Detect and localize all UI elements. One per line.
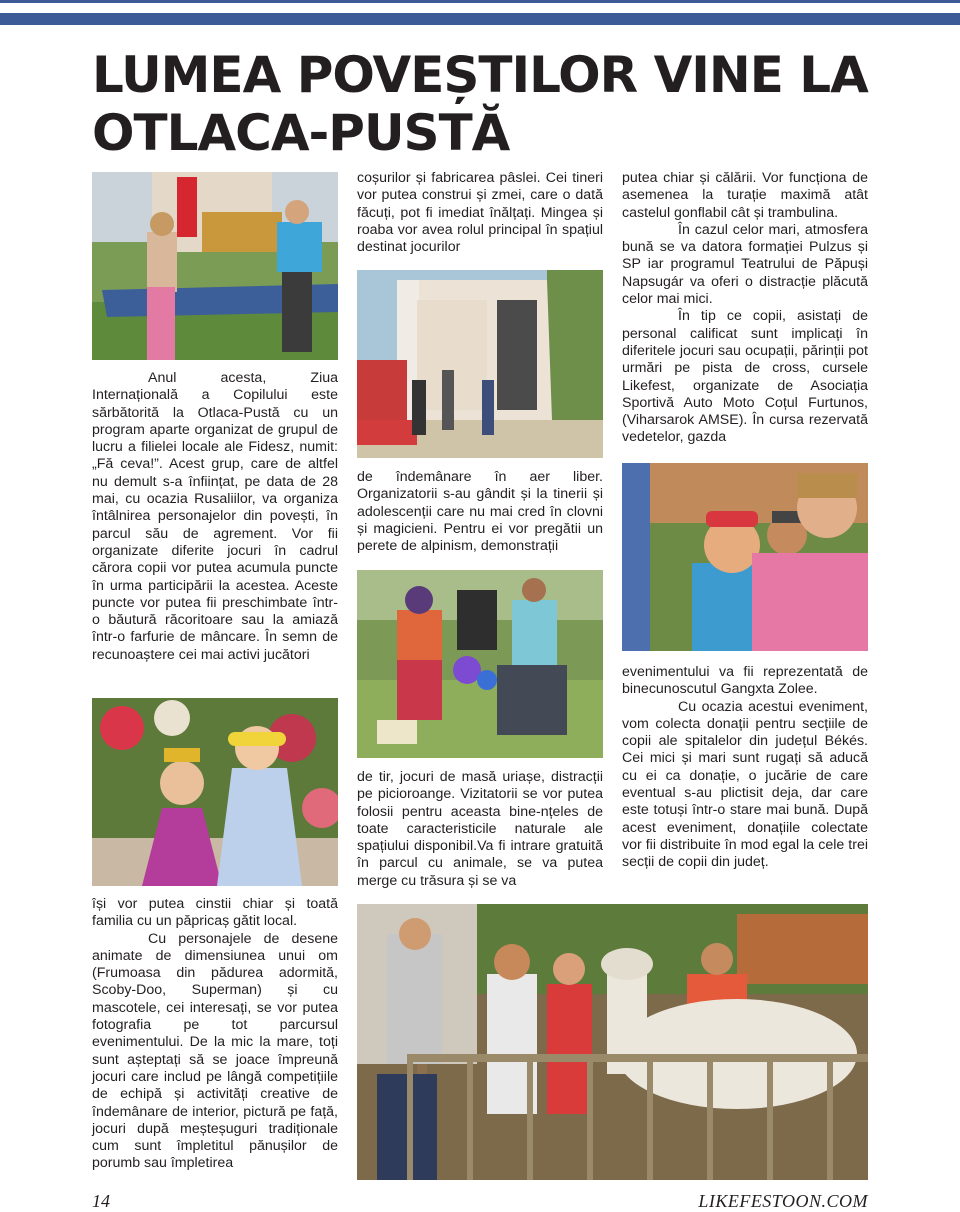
photo-bouncy-castle (357, 270, 603, 458)
photo-girls-costumes (92, 698, 338, 886)
column-2-middle (357, 469, 603, 555)
paragraph: Anul acesta, Ziua Internațională a Copilului este sărbătorită la Otlaca-Pustă cu un program aparte organizat de grupul de lucru a filielei locale ale Fidesz, numit: „Fă ceva!”. Acest grup, care de altfel nu demult s-a înființat, pe data de 28 mai, cu ocazia Rusaliilor, va organiza întâlnirea personajelor din povești, în parcul său de agrement. Vor fii organizate diferite jocuri în cadrul cărora copii vor putea acumula puncte în urma participării la acestea. Aceste puncte vor putea fii preschimbate într-o băutură răcoritoare sau la amiază într-o farfurie de mâncare. În semn de recunoaștere cei mai activi jucători (92, 370, 338, 663)
photo-ping-pong (92, 172, 338, 360)
page-number: 14 (92, 1191, 110, 1211)
paragraph: putea chiar și călării. Vor funcționa de asemenea la turație maximă atât castelul gonflabil cât și trambulina. (622, 170, 868, 221)
column-3-top (622, 170, 868, 447)
top-rule (0, 0, 960, 3)
column-1-top (92, 370, 338, 664)
top-band (0, 13, 960, 25)
column-1-bottom (92, 896, 338, 1173)
paragraph: coșurilor și fabricarea pâslei. Cei tineri vor putea construi și zmei, care o dată făcuți, pot fi imediat înălțați. Mingea și roaba vor avea rolul principal în spațiul destinat jocurilor (357, 170, 603, 256)
paragraph: Cu personajele de desene animate de dimensiunea unui om (Frumoasa din pădurea adormită, Scoby-Doo, Superman) și cu mascotele, cei interesați, se vor putea fotografia pe tot parcursul evenimentului. De la mic la mare, toți sunt așteptați să se joace împreună jocuri care includ pe lângă competițiile de echipă și activități creative de îndemânare de interior, pictură pe față, jocuri după meșteșuguri tradiționale cum sunt împletitul pănușilor de porumb sau împletirea (92, 930, 338, 1172)
photo-llama-petting (357, 904, 868, 1180)
paragraph: În cazul celor mari, atmosfera bună se va datora formației Pulzus și SP iar programul Teatrului de Păpuși Napsugár va oferi o distracție plăcută celor mai mici. (622, 221, 868, 308)
paragraph: În tip ce copii, asistați de personal calificat sunt implicați în diferitele jocuri sau ocupații, părinții pot urmări pe pista de cross, cursele Likefest, organizate de Asociația Sportivă Auto Moto Coțul Furtunos, (Viharsarok AMSE). În cursa rezervată vedetelor, gazda (622, 308, 868, 446)
column-2-top (357, 170, 603, 256)
article-title: LUMEA POVEȘTILOR VINE LA OTLACA-PUSTĂ (92, 46, 868, 162)
photo-face-painting (622, 463, 868, 651)
column-3-bottom (622, 664, 868, 872)
column-2-bottom (357, 769, 603, 890)
photo-clown-balloons (357, 570, 603, 758)
paragraph: Cu ocazia acestui eveniment, vom colecta donații pentru secțiile de copii ale spitalelor din județul Békés. Cei mici și mari sunt rugați să aducă cu ei ca donație, o jucărie de care eventual s-au plictisit deja, dar care este totuși într-o stare mai bună. După acest eveniment, donațiile colectate vor fii distribuite în mod egal la cele trei secții de copii din județ. (622, 698, 868, 871)
paragraph: de îndemânare în aer liber. Organizatorii s-au gândit și la tinerii și adolescenții care nu mai cred în clovni și magicieni. Pentru ei vor pregătii un perete de alpinism, demonstrații (357, 469, 603, 555)
paragraph: evenimentului va fii reprezentată de binecunoscutul Gangxta Zolee. (622, 664, 868, 698)
paragraph: își vor putea cinstii chiar și toată familia cu un păpricaș gătit local. (92, 896, 338, 930)
site-name: LIKEFESTOON.COM (698, 1191, 868, 1211)
paragraph: de tir, jocuri de masă uriașe, distracții pe picioroange. Vizitatorii se vor putea folosii pentru aceasta bine-nțeles de toate caracteristicile naturale ale spațiului disponibil.Va fi intrare gratuită în parcul cu animale, se va putea merge cu trăsura și se va (357, 769, 603, 889)
